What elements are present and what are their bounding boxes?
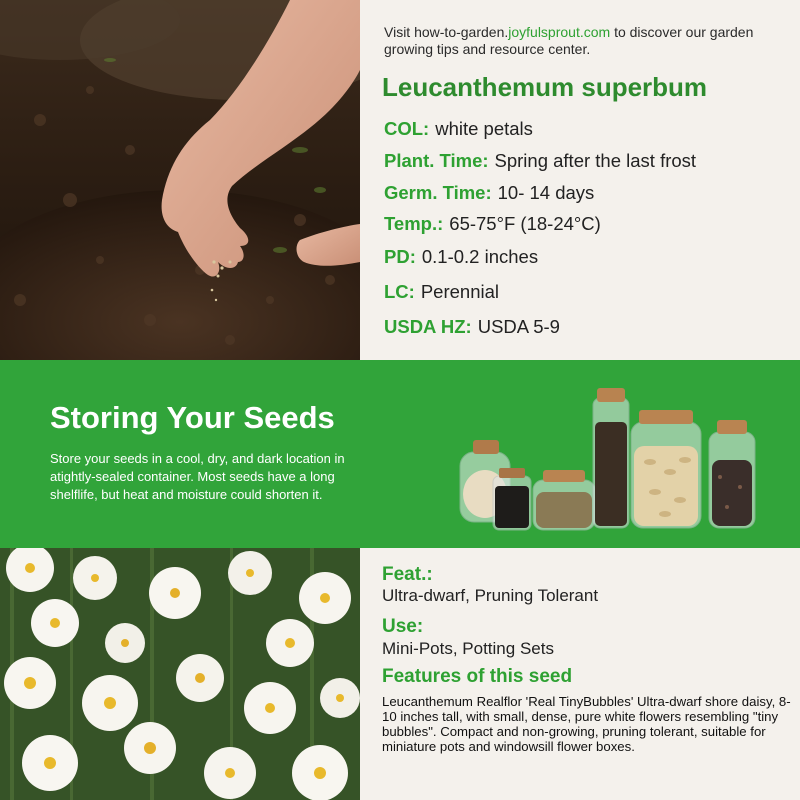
plant-name: Leucanthemum superbum [382,72,708,102]
daisy-flower [228,551,272,595]
feat-value: Ultra-dwarf, Pruning Tolerant [382,586,599,605]
spec-key: COL: [384,118,430,139]
daisy-flower [292,745,348,800]
features-panel [360,548,800,800]
daisy-flower [4,657,56,709]
spec-germ-time [384,182,594,204]
spec-color [384,118,533,140]
use-value: Mini-Pots, Potting Sets [382,639,554,658]
spec-key: USDA HZ: [384,316,472,337]
soil-sowing-photo [0,0,360,360]
jar-brown-seeds [533,470,595,530]
white-daisy-photo [0,548,360,800]
feat-label: Feat.: [382,564,433,585]
website-notice [384,24,784,58]
storing-seeds-band [0,360,800,548]
daisy-flower [82,675,138,731]
spec-value: 10- 14 days [497,182,595,203]
spec-key: Temp.: [384,213,444,234]
daisy-flower [320,678,360,718]
jar-mixed-seeds [709,420,755,528]
daisy-flower [73,556,117,600]
website-link[interactable]: joyfulsprout.com [508,24,611,40]
daisy-flower [299,572,351,624]
jar-pumpkin-seeds [631,410,701,528]
spec-life-cycle [384,281,499,303]
jar-black-seeds [493,468,531,530]
spec-value: 65-75°F (18-24°C) [449,213,601,234]
daisy-flower [244,682,296,734]
spec-temperature [384,213,601,235]
daisy-flower [149,567,201,619]
jar-tall-dark-seeds [593,388,629,528]
daisy-flower [31,599,79,647]
spec-key: Germ. Time: [384,182,492,203]
storing-text: Store your seeds in a cool, dry, and dark location in atightly-sealed container. Most seeds have a long shelflife, but heat and moisture could shorten it. [50,451,345,502]
daisy-flower [266,619,314,667]
spec-key: LC: [384,281,415,302]
daisy-flower [204,747,256,799]
spec-value: USDA 5-9 [477,316,560,337]
spec-key: Plant. Time: [384,150,489,171]
spec-key: PD: [384,246,416,267]
daisy-flower [124,722,176,774]
daisy-flower [22,735,78,791]
spec-plant-time [384,150,696,172]
visit-suffix: to discover our garden growing tips and resource center. [384,24,754,57]
seed-jars-image [455,382,765,532]
spec-value: Perennial [420,281,499,302]
use-label: Use: [382,616,424,637]
spec-value: Spring after the last frost [494,150,697,171]
spec-planting-depth [384,246,538,268]
spec-value: 0.1-0.2 inches [421,246,539,267]
spec-value: white petals [435,118,533,139]
daisy-flower [105,623,145,663]
daisy-flower [176,654,224,702]
spec-usda-zone [384,316,560,338]
visit-prefix: Visit how-to-garden. [384,24,509,40]
seed-features-label: Features of this seed [382,666,573,687]
storing-title: Storing Your Seeds [50,400,335,435]
seed-features-description: Leucanthemum Realflor 'Real TinyBubbles' Ultra-dwarf shore daisy, 8-10 inches tall, with small, dense, pure white flowers resembling "tiny bubbles". Compact and non-growing, pruning tolerant, suitable for miniature pots and windowsill flower boxes. [382,694,791,754]
plant-info-panel [360,0,800,360]
